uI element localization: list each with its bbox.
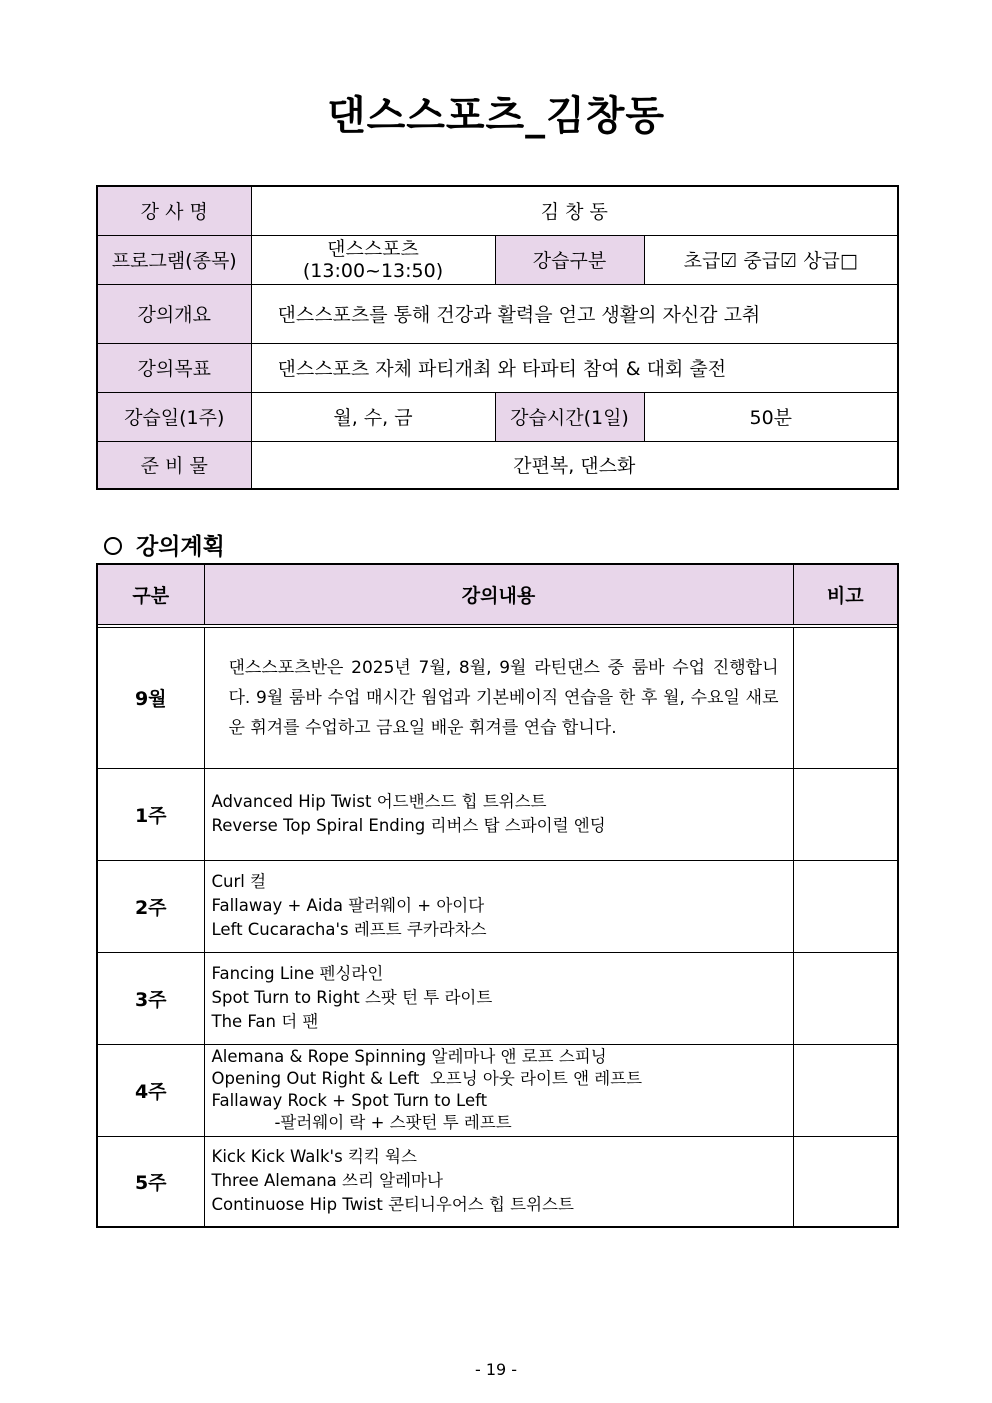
content-line: The Fan 더 팬 xyxy=(211,1012,319,1031)
circle-bullet-icon xyxy=(104,537,122,555)
content-line: Curl 컬 xyxy=(211,872,267,891)
table-row xyxy=(97,627,898,768)
week-content xyxy=(204,952,793,1044)
supplies-value: 간편복, 댄스화 xyxy=(251,441,898,489)
content-line: Continuose Hip Twist 콘티니우어스 힙 트위스트 xyxy=(211,1195,574,1215)
week-label: 1주 xyxy=(97,768,204,860)
intro-label: 9월 xyxy=(97,627,204,768)
table-row xyxy=(97,1136,898,1227)
program-label: 프로그램(종목) xyxy=(97,235,251,284)
days-label: 강습일(1주) xyxy=(97,392,251,441)
content-line: Fancing Line 펜싱라인 xyxy=(211,964,384,983)
overview-label: 강의개요 xyxy=(97,284,251,343)
lesson-plan-table xyxy=(96,563,899,1228)
week-note xyxy=(793,1136,898,1227)
level-value: 초급☑ 중급☑ 상급□ xyxy=(644,235,898,284)
program-name: 댄스스포츠 xyxy=(327,237,419,260)
week-content xyxy=(204,1136,793,1227)
content-line: Alemana & Rope Spinning 알레마나 앤 로프 스피닝 xyxy=(211,1047,607,1066)
goal-value: 댄스스포츠 자체 파티개최 와 타파티 참여 & 대회 출전 xyxy=(251,343,898,392)
week-note xyxy=(793,952,898,1044)
instructor-label: 강 사 명 xyxy=(97,186,251,235)
instructor-value: 김 창 동 xyxy=(251,186,898,235)
program-value xyxy=(251,235,495,284)
table-row xyxy=(97,860,898,952)
week-label: 5주 xyxy=(97,1136,204,1227)
content-line: Three Alemana 쓰리 알레마나 xyxy=(211,1171,443,1191)
supplies-label: 준 비 물 xyxy=(97,441,251,489)
content-line: Fallaway + Aida 팔러웨이 + 아이다 xyxy=(211,896,485,915)
page-title: 댄스스포츠_김창동 xyxy=(326,93,666,139)
content-line: Reverse Top Spiral Ending 리버스 탑 스파이럴 엔딩 xyxy=(211,816,606,835)
content-line: Kick Kick Walk's 킥킥 웍스 xyxy=(211,1147,417,1167)
week-content xyxy=(204,768,793,860)
goal-label: 강의목표 xyxy=(97,343,251,392)
overview-value: 댄스스포츠를 통해 건강과 활력을 얻고 생활의 자신감 고취 xyxy=(251,284,898,343)
duration-value: 50분 xyxy=(644,392,898,441)
intro-text: 댄스스포츠반은 2025년 7월, 8월, 9월 라틴댄스 중 룸바 수업 진행합니다. 9월 룸바 수업 매시간 웜업과 기본베이직 연습을 한 후 월, 수요일 새로운 휘겨를 수업하고 금요일 배운 휘겨를 연습 합니다. xyxy=(204,627,793,768)
note-header: 비고 xyxy=(793,564,898,624)
section-heading xyxy=(104,528,225,561)
table-row xyxy=(97,1044,898,1136)
week-label: 2주 xyxy=(97,860,204,952)
week-note xyxy=(793,1044,898,1136)
division-header: 구분 xyxy=(97,564,204,624)
week-note xyxy=(793,860,898,952)
content-line: Advanced Hip Twist 어드밴스드 힙 트위스트 xyxy=(211,792,547,811)
level-label: 강습구분 xyxy=(495,235,644,284)
content-line: Fallaway Rock + Spot Turn to Left xyxy=(211,1091,488,1110)
content-line: Left Cucaracha's 레프트 쿠카라차스 xyxy=(211,920,487,939)
week-content xyxy=(204,1044,793,1136)
table-row xyxy=(97,768,898,860)
week-note xyxy=(793,768,898,860)
content-header: 강의내용 xyxy=(204,564,793,624)
content-line: Spot Turn to Right 스팟 턴 투 라이트 xyxy=(211,988,493,1007)
section-title: 강의계획 xyxy=(136,534,225,560)
course-info-table xyxy=(96,185,899,490)
table-row xyxy=(97,952,898,1044)
week-label: 3주 xyxy=(97,952,204,1044)
intro-note xyxy=(793,627,898,768)
content-line: Opening Out Right & Left 오프닝 아웃 라이트 앤 레프트 xyxy=(211,1069,643,1088)
week-label: 4주 xyxy=(97,1044,204,1136)
days-value: 월, 수, 금 xyxy=(251,392,495,441)
page-number: - 19 - xyxy=(474,1360,518,1379)
week-content xyxy=(204,860,793,952)
program-time: (13:00~13:50) xyxy=(302,259,444,282)
duration-label: 강습시간(1일) xyxy=(495,392,644,441)
content-line: -팔러웨이 락 + 스팟턴 투 레프트 xyxy=(211,1113,512,1132)
